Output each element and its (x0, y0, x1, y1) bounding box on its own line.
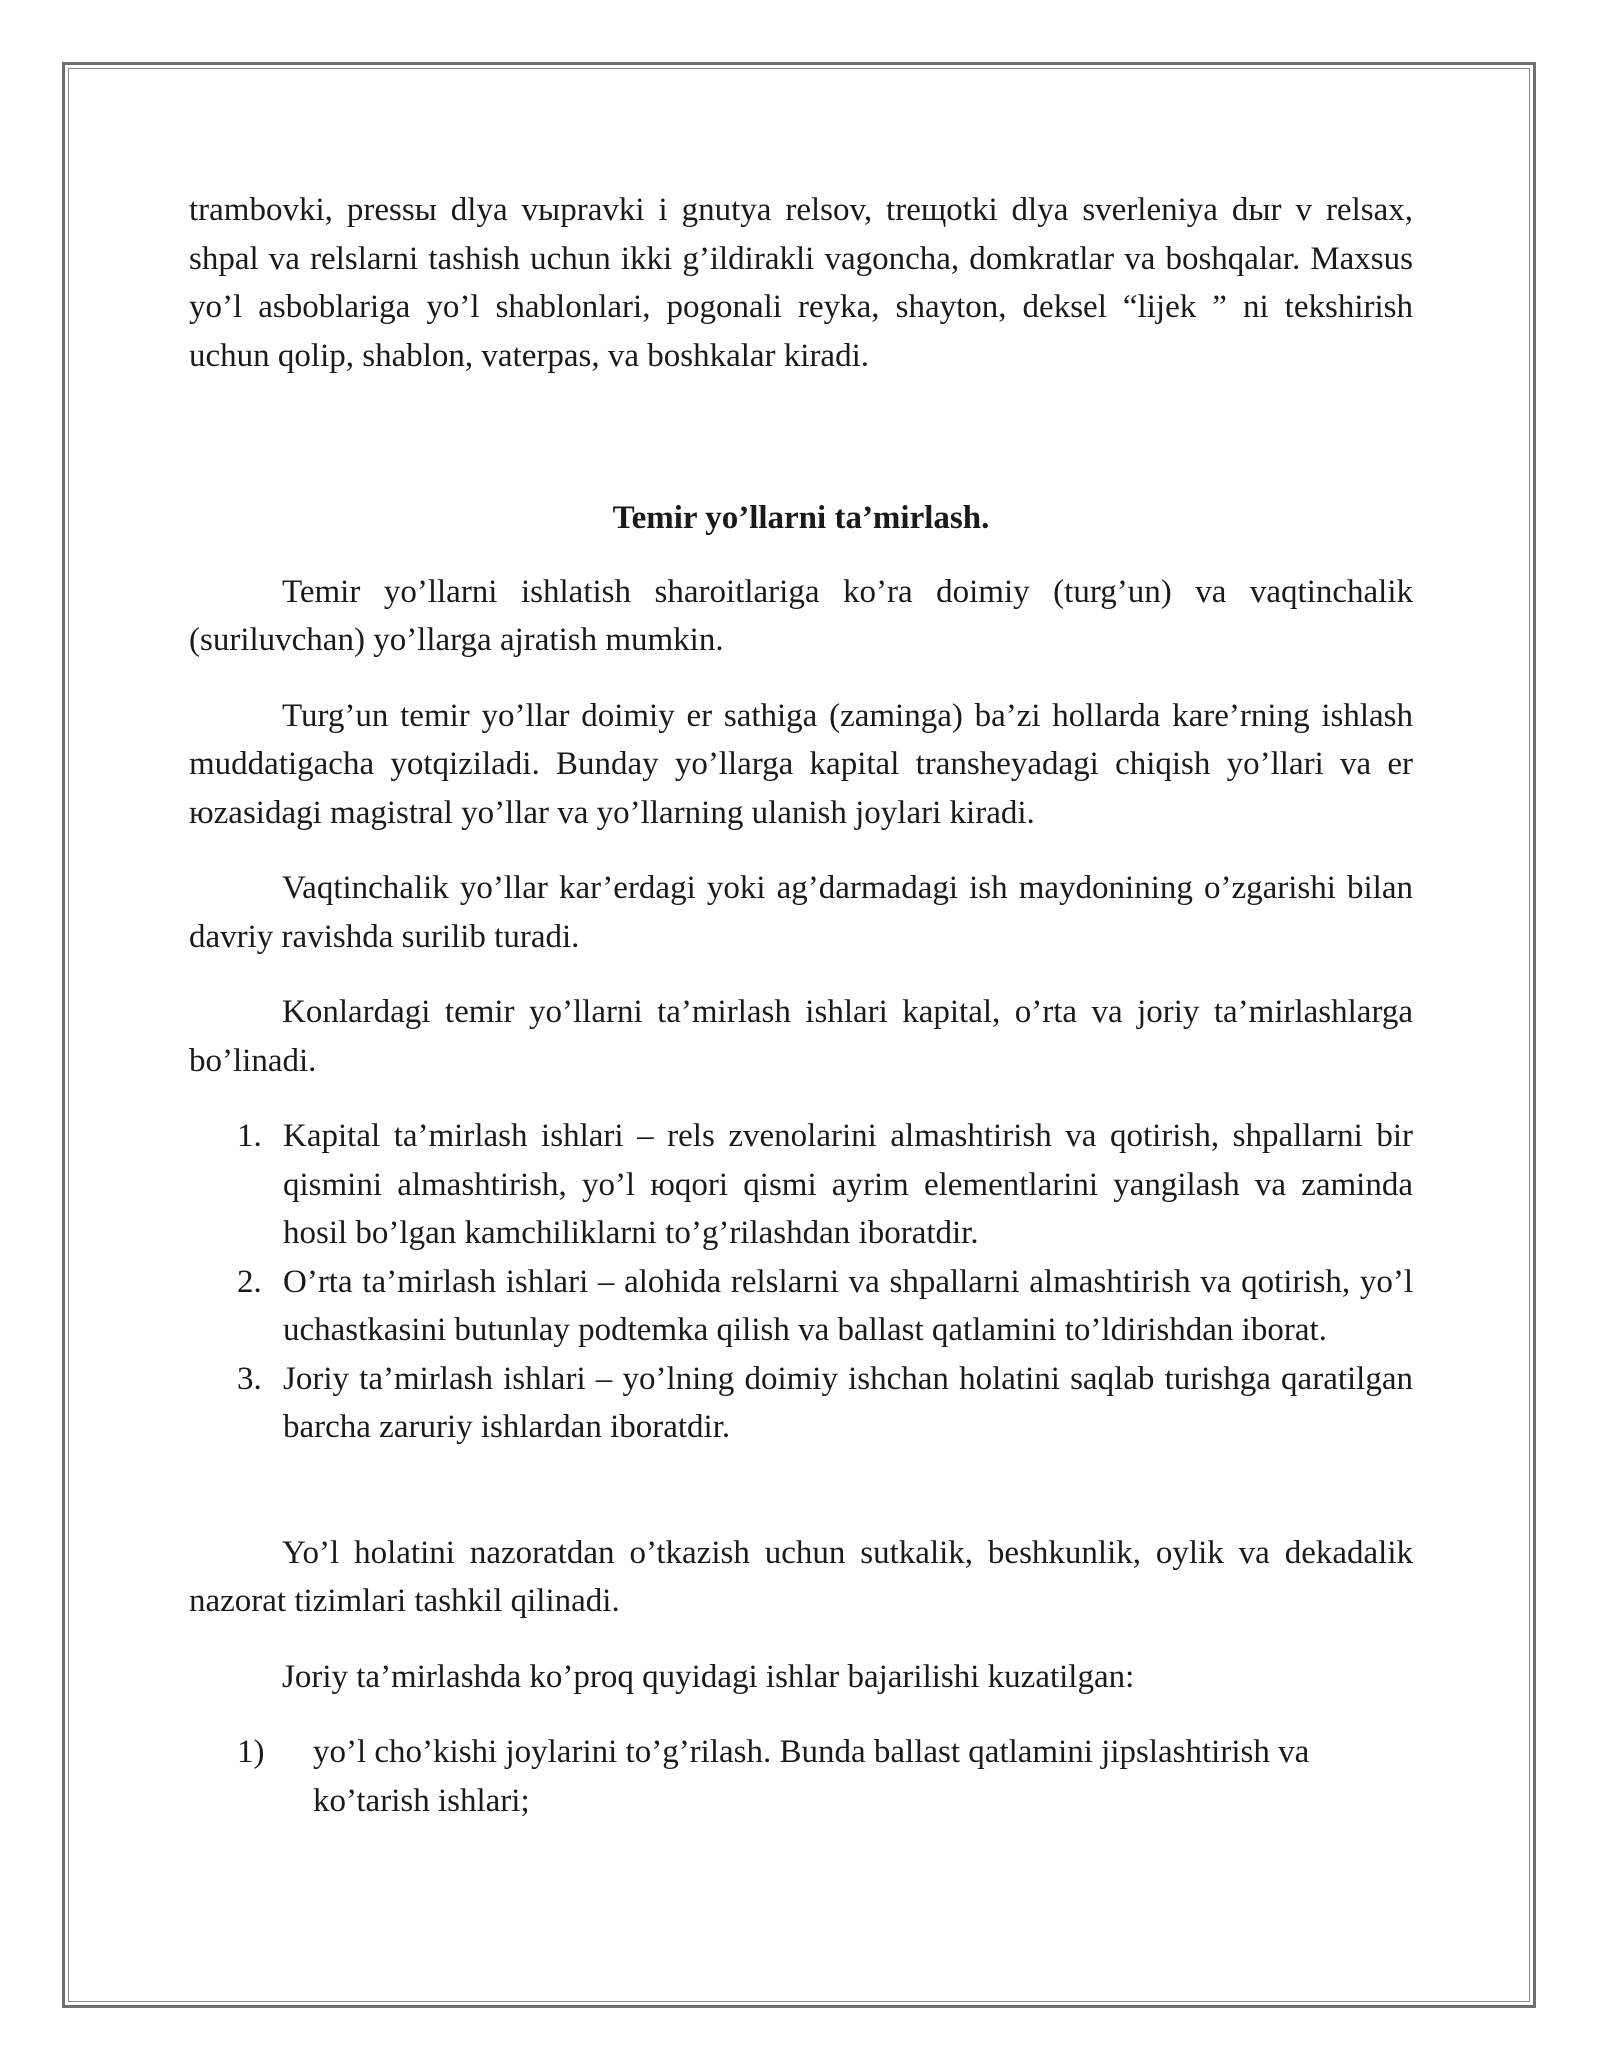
list-item-text: O’rta ta’mirlash ishlari – alohida relslarni va shpallarni almashtirish va qotirish, yo’l uchastkasini butunlay podtemka qilish va ballast qatlamini to’ldirishdan iborat. (283, 1263, 1413, 1348)
paragraph-temporary-roads: Vaqtinchalik yo’llar kar’erdagi yoki ag’darmadagi ish maydonining o’zgarishi bilan davriy ravishda surilib turadi. (189, 870, 1413, 955)
list-item (189, 1355, 1413, 1452)
list-item (189, 1112, 1413, 1258)
list-item-text: yo’l cho’kishi joylarini to’g’rilash. Bunda ballast qatlamini jipslashtirish va ko’tarish ishlari; (313, 1734, 1310, 1819)
list-item-number: 3. (237, 1360, 262, 1397)
paragraph-current-repair-intro: Joriy ta’mirlashda ko’proq quyidagi ishlar bajarilishi kuzatilgan: (282, 1658, 1135, 1695)
list-item-text: Kapital ta’mirlash ishlari – rels zvenolarini almashtirish va qotirish, shpallarni bir qismini almashtirish, yo’l юqori qismi ayrim elementlarini yangilash va zaminda hosil bo’lgan kamchiliklarni to’g’rilashdan iboratdir. (283, 1118, 1413, 1251)
list-item-number: 1. (237, 1118, 262, 1154)
current-repair-list (189, 1728, 1413, 1825)
list-item-text: Joriy ta’mirlash ishlari – yo’lning doimiy ishchan holatini saqlab turishga qaratilgan barcha zaruriy ishlardan iboratdir. (283, 1360, 1413, 1445)
list-item (189, 1258, 1413, 1355)
document-body (189, 186, 1413, 1825)
list-item-number: 2. (237, 1263, 262, 1300)
paragraph-road-types: Temir yo’llarni ishlatish sharoitlariga ko’ra doimiy (turg’un) va vaqtinchalik (suriluvchan) yo’llarga ajratish mumkin. (189, 573, 1413, 658)
repair-types-list (189, 1112, 1413, 1452)
paragraph-control-systems: Yo’l holatini nazoratdan o’tkazish uchun sutkalik, beshkunlik, oylik va dekadalik nazorat tizimlari tashkil qilinadi. (189, 1534, 1413, 1619)
paragraph-permanent-roads: Turg’un temir yo’llar doimiy er sathiga (zaminga) ba’zi hollarda kare’rning ishlash muddatigacha yotqiziladi. Bunday yo’llarga kapital transheyadagi chiqish yo’llari va er юzasidagi magistral yo’llar va yo’llarning ulanish joylari kiradi. (189, 697, 1413, 831)
section-heading: Temir yo’llarni ta’mirlash. (612, 500, 990, 536)
intro-paragraph: trambovki, pressы dlya vыpravki i gnutya relsov, treщotki dlya sverleniya dыr v relsax, shpal va relslarni tashish uchun ikki g’ildirakli vagoncha, domkratlar va boshqalar. Maxsus yo’l asboblariga yo’l shablonlari, pogonali reyka, shayton, deksel “lijek ” ni tekshirish uchun qolip, shablon, vaterpas, va boshkalar kiradi. (189, 192, 1413, 374)
list-item-number: 1) (237, 1734, 265, 1770)
paragraph-repair-kinds: Konlardagi temir yo’llarni ta’mirlash ishlari kapital, o’rta va joriy ta’mirlashlarga bo’linadi. (189, 994, 1413, 1079)
list-item (189, 1728, 1413, 1825)
